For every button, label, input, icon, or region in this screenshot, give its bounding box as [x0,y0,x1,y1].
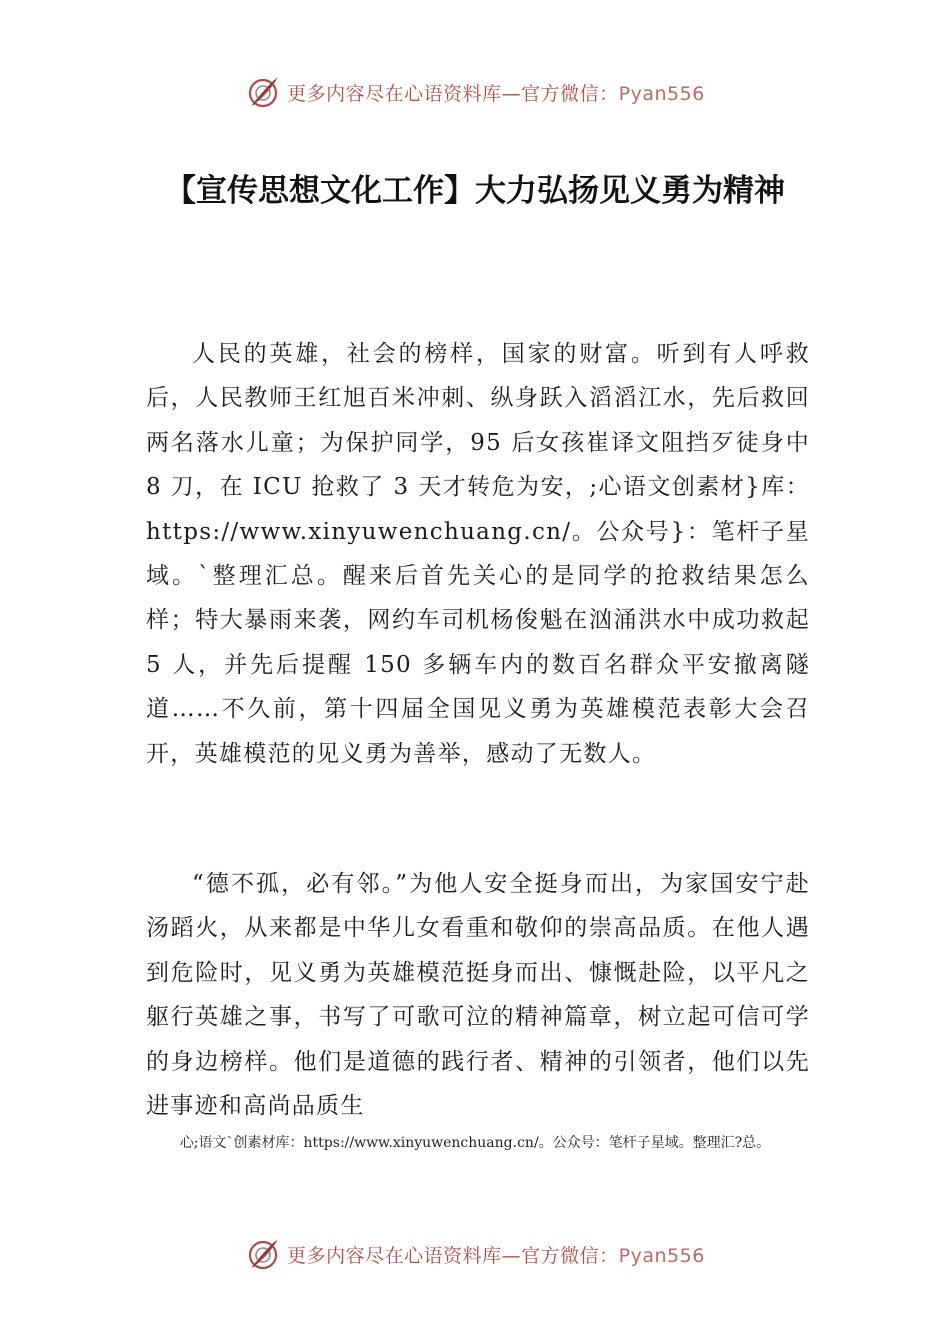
quill-logo-icon [245,1236,281,1272]
wechat-id: Pyan556 [618,1244,705,1267]
body-paragraph-1: 人民的英雄，社会的榜样，国家的财富。听到有人呼救后，人民教师王红旭百米冲刺、纵身跃入滔滔江水，先后救回两名落水儿童；为保护同学，95 后女孩崔译文阻挡歹徒身中 8 刀，在 ICU 抢救了 3 天才转危为安，;心语文创素材}库：https://www.xinyuwenchuang.cn/。公众号}：笔杆子星域。`整理汇总。醒来后首先关心的是同学的抢救结果怎么样；特大暴雨来袭，网约车司机杨俊魁在汹涌洪水中成功救起 5 人，并先后提醒 150 多辆车内的数百名群众平安撤离隧道……不久前，第十四届全国见义勇为英雄模范表彰大会召开，英雄模范的见义勇为善举，感动了无数人。 [146,341,810,767]
quill-logo-icon [245,74,281,110]
header-banner-text: 更多内容尽在心语资料库—官方微信：Pyan556 [287,82,705,105]
page-title: 【宣传思想文化工作】大力弘扬见义勇为精神 [165,173,785,209]
footer-banner [0,1232,950,1276]
footer-banner-text: 更多内容尽在心语资料库—官方微信：Pyan556 [287,1244,705,1267]
header-banner [0,70,950,114]
wechat-id: Pyan556 [618,82,705,105]
body-paragraph-2: “德不孤，必有邻。”为他人安全挺身而出，为家国安宁赴汤蹈火，从来都是中华儿女看重和敬仰的崇高品质。在他人遇到危险时，见义勇为英雄模范挺身而出、慷慨赴险，以平凡之躯行英雄之事，书写了可歌可泣的精神篇章，树立起可信可学的身边榜样。他们是道德的践行者、精神的引领者，他们以先进事迹和高尚品质生 [146,871,810,1120]
footer-note: 心;语文`创素材库：https://www.xinyuwenchuang.cn/。公众号：笔杆子星域。整理汇?总。 [179,1135,771,1151]
